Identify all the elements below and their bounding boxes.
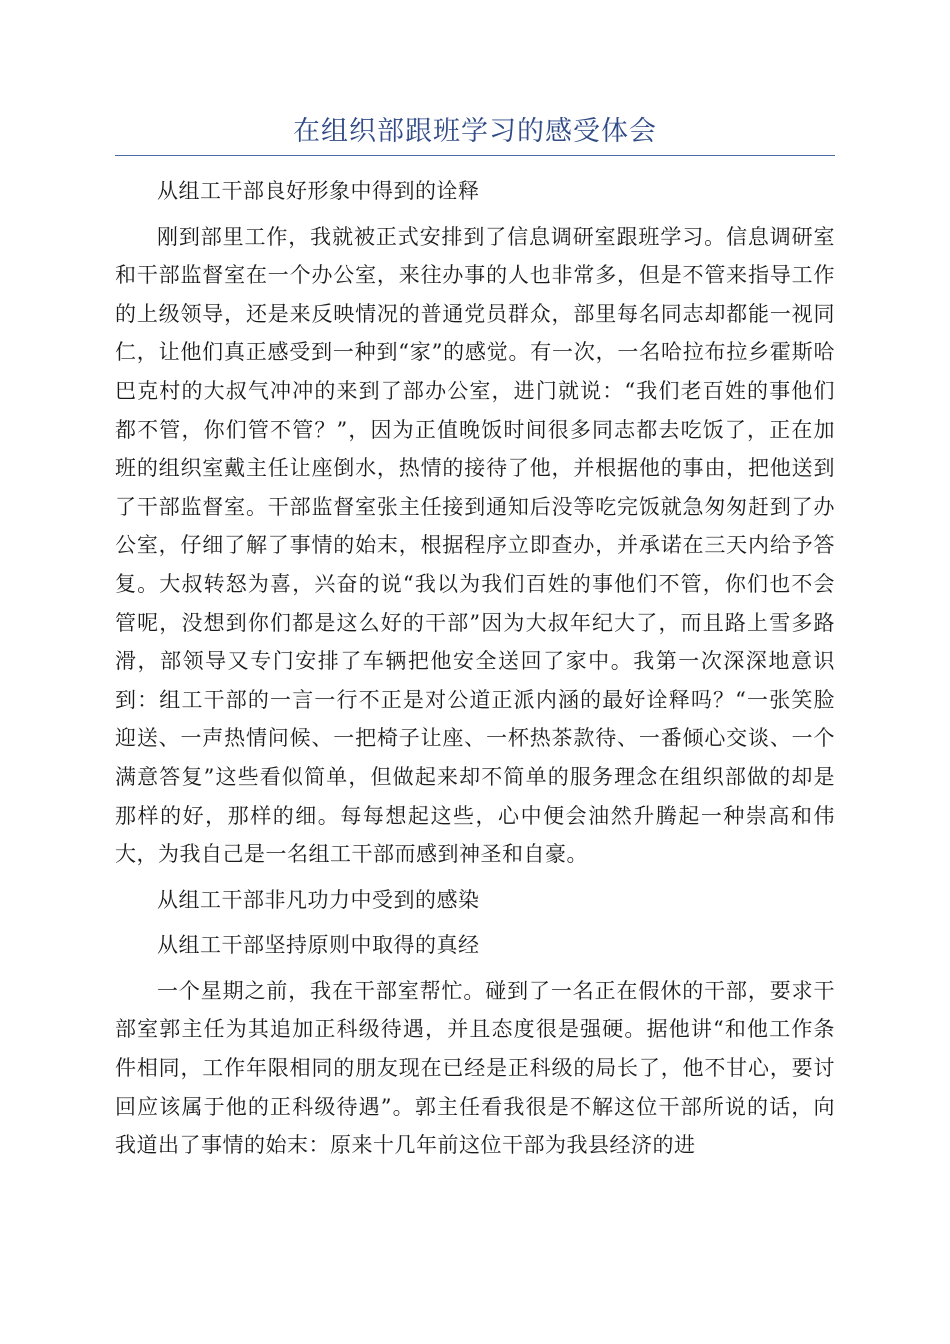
section-heading-principle: 从组工干部坚持原则中取得的真经 (157, 933, 480, 958)
body-paragraph: 刚到部里工作，我就被正式安排到了信息调研室跟班学习。信息调研室和干部监督室在一个办公室，来往办事的人也非常多，但是不管来指导工作的上级领导，还是来反映情况的普通党员群众，部里每名同志却都能一视同仁，让他们真正感受到一种到“家”的感觉。有一次，一名哈拉布拉乡霍斯哈巴克村的大叔气冲冲的来到了部办公室，进门就说：“我们老百姓的事他们都不管，你们管不管？”，因为正值晚饭时间很多同志都去吃饭了，正在加班的组织室戴主任让座倒水，热情的接待了他，并根据他的事由，把他送到了干部监督室。干部监督室张主任接到通知后没等吃完饭就急匆匆赶到了办公室，仔细了解了事情的始末，根据程序立即查办，并承诺在三天内给予答复。大叔转怒为喜，兴奋的说“我以为我们百姓的事他们不管，你们也不会管呢，没想到你们都是这么好的干部”因为大叔年纪大了，而且路上雪多路滑，部领导又专门安排了车辆把他安全送回了家中。我第一次深深地意识到：组工干部的一言一行不正是对公道正派内涵的最好诠释吗？“一张笑脸迎送、一声热情问候、一把椅子让座、一杯热茶款待、一番倾心交谈、一个满意答复”这些看似简单，但做起来却不简单的服务理念在组织部做的却是那样的好，那样的细。每每想起这些，心中便会油然升腾起一种崇高和伟大，为我自己是一名组工干部而感到神圣和自豪。 (115, 224, 835, 867)
section-heading-image: 从组工干部良好形象中得到的诠释 (157, 179, 480, 203)
section-heading-skill: 从组工干部非凡功力中受到的感染 (157, 887, 480, 912)
document-title: 在组织部跟班学习的感受体会 (293, 116, 657, 147)
title-underline (115, 155, 835, 156)
body-paragraph: 一个星期之前，我在干部室帮忙。碰到了一名正在假休的干部，要求干部室郭主任为其追加正科级待遇，并且态度很是强硬。据他讲“和他工作条件相同，工作年限相同的朋友现在已经是正科级的局长了，他不甘心，要讨回应该属于他的正科级待遇”。郭主任看我很是不解这位干部所说的话，向我道出了事情的始末：原来十几年前这位干部为我县经济的进 (115, 978, 835, 1158)
document-body (115, 172, 835, 1172)
